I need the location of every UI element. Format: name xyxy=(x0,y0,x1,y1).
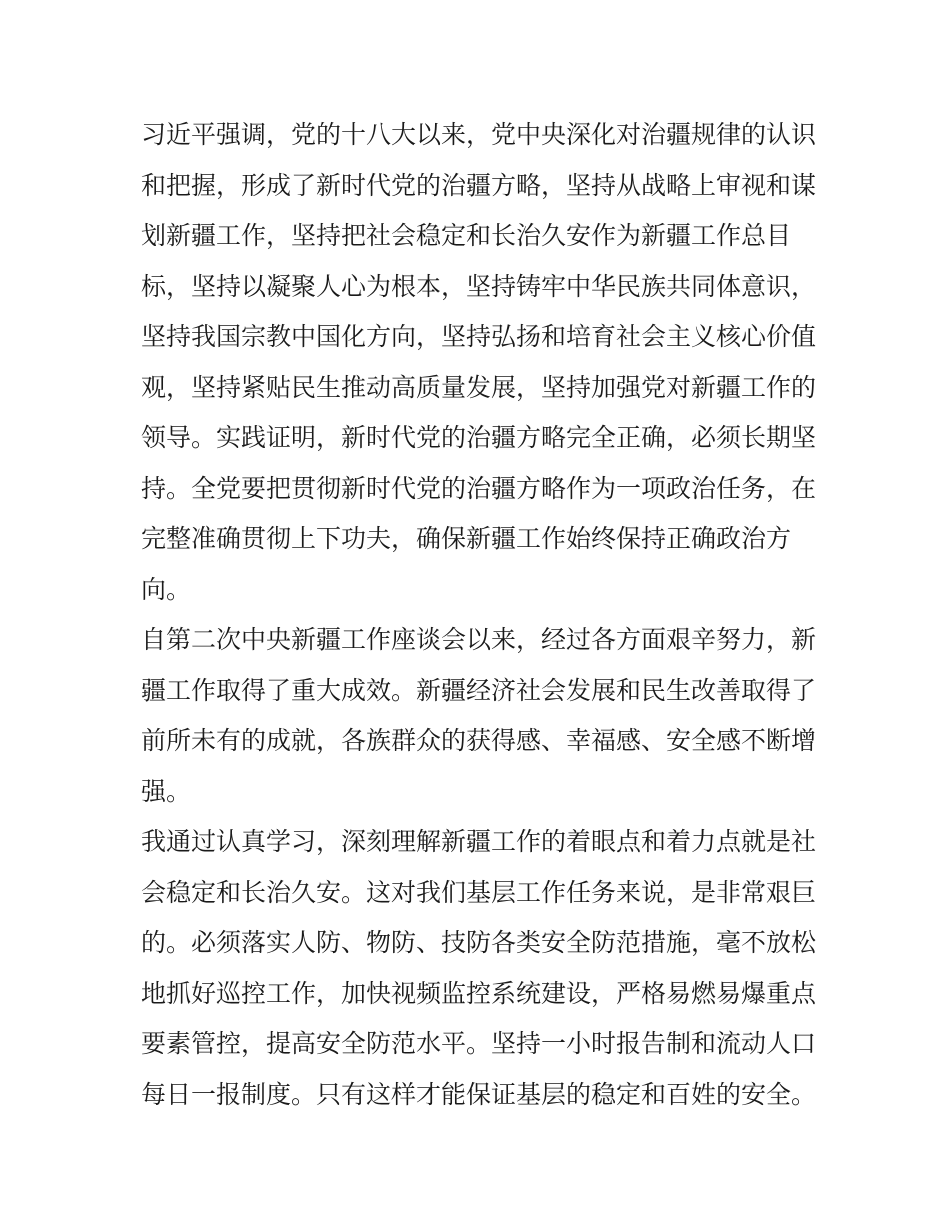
paragraph-line: 要素管控，提高安全防范水平。坚持一小时报告制和流动人口 xyxy=(141,1029,817,1058)
paragraph-line: 坚持我国宗教中国化方向，坚持弘扬和培育社会主义核心价值 xyxy=(141,322,817,351)
paragraph-line: 我通过认真学习，深刻理解新疆工作的着眼点和着力点就是社 xyxy=(141,827,817,856)
paragraph-line: 前所未有的成就，各族群众的获得感、幸福感、安全感不断增 xyxy=(141,726,817,755)
paragraph-line: 和把握，形成了新时代党的治疆方略，坚持从战略上审视和谋 xyxy=(141,170,817,200)
paragraph-line: 每日一报制度。只有这样才能保证基层的稳定和百姓的安全。 xyxy=(141,1079,817,1109)
paragraph-line: 领导。实践证明，新时代党的治疆方略完全正确，必须长期坚 xyxy=(141,423,817,452)
document-body xyxy=(141,110,821,1120)
paragraph-line: 标，坚持以凝聚人心为根本，坚持铸牢中华民族共同体意识， xyxy=(141,271,817,301)
paragraph-line: 划新疆工作，坚持把社会稳定和长治久安作为新疆工作总目 xyxy=(141,221,792,250)
paragraph-line: 会稳定和长治久安。这对我们基层工作任务来说，是非常艰巨 xyxy=(141,877,817,907)
paragraph-line: 自第二次中央新疆工作座谈会以来，经过各方面艰辛努力，新 xyxy=(141,625,817,654)
paragraph-line: 强。 xyxy=(141,776,192,806)
paragraph-3 xyxy=(141,817,821,1120)
paragraph-line: 习近平强调，党的十八大以来，党中央深化对治疆规律的认识 xyxy=(141,120,817,149)
paragraph-line: 疆工作取得了重大成效。新疆经济社会发展和民生改善取得了 xyxy=(141,675,817,705)
paragraph-line: 观，坚持紧贴民生推动高质量发展，坚持加强党对新疆工作的 xyxy=(141,372,817,402)
paragraph-line: 完整准确贯彻上下功夫，确保新疆工作始终保持正确政治方 xyxy=(141,524,792,553)
paragraph-1 xyxy=(141,110,821,615)
paragraph-line: 持。全党要把贯彻新时代党的治疆方略作为一项政治任务，在 xyxy=(141,473,817,503)
paragraph-line: 的。必须落实人防、物防、技防各类安全防范措施，毫不放松 xyxy=(141,928,817,957)
paragraph-line: 向。 xyxy=(141,574,192,604)
paragraph-2 xyxy=(141,615,821,817)
paragraph-line: 地抓好巡控工作，加快视频监控系统建设，严格易燃易爆重点 xyxy=(141,978,817,1008)
